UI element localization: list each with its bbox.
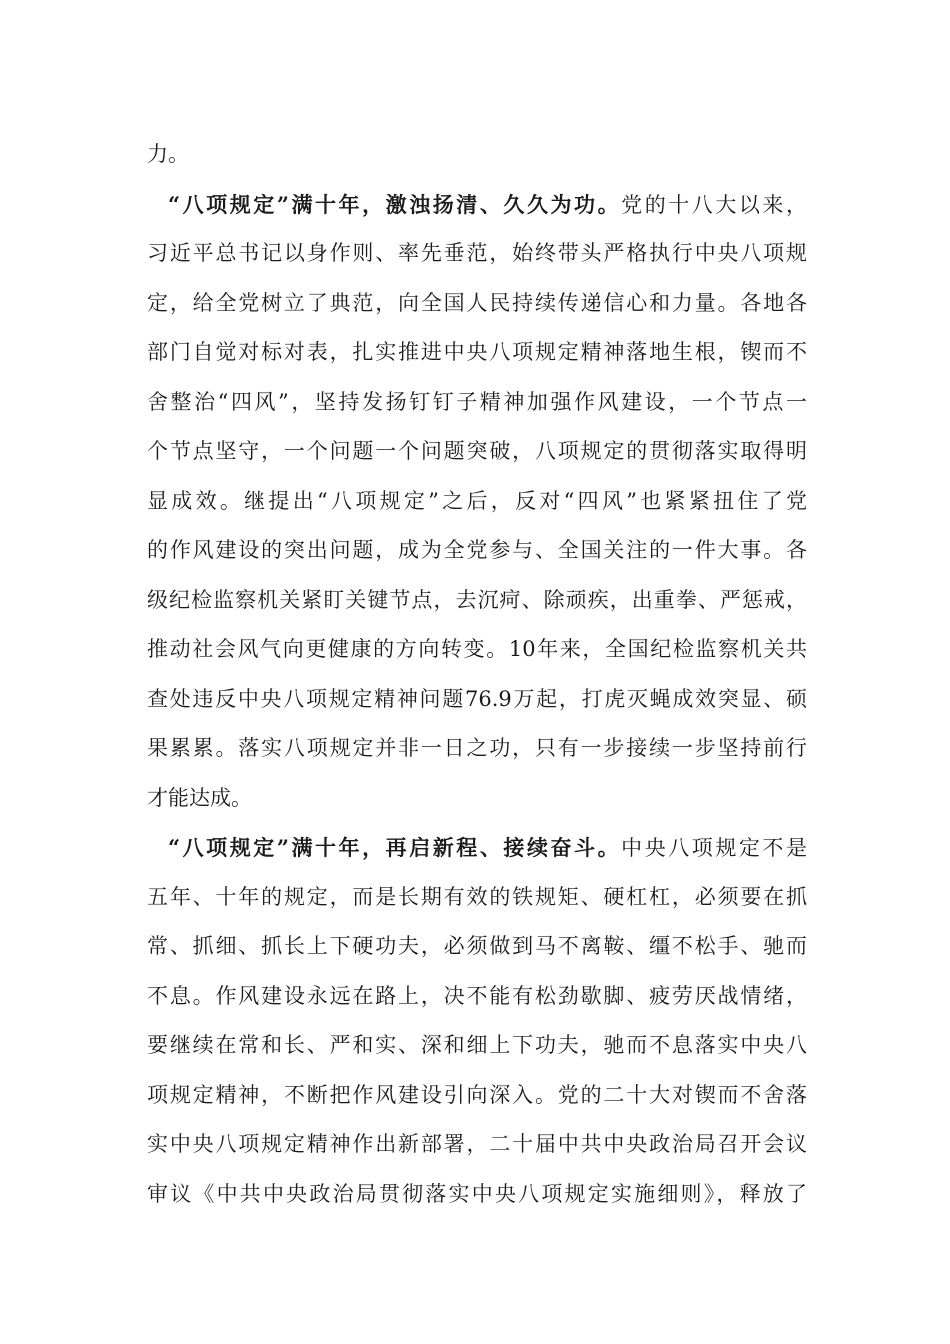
line-text: 才能达成。 [147,785,252,810]
line-text: 果累累。落实八项规定并非一日之功，只有一步接续一步坚持前行 [147,736,807,760]
line-text: 五年、十年的规定，而是长期有效的铁规矩、硬杠杠，必须要在抓 [147,884,807,909]
line-text: 实中央八项规定精神作出新部署，二十届中共中央政治局召开会议 [147,1132,807,1156]
line-text: 要继续在常和长、严和实、深和细上下功夫，驰而不息落实中央八 [147,1033,807,1057]
line-text: 常、抓细、抓长上下硬功夫，必须做到马不离鞍、缰不松手、驰而 [147,934,807,958]
text-line [147,675,807,725]
line-text: 舍整治“四风”，坚持发扬钉钉子精神加强作风建设，一个节点一 [147,389,807,414]
text-line [147,774,807,824]
paragraph-lead-bold: “八项规定”满十年，再启新程、接续奋斗。 [168,835,622,860]
text-line [147,279,807,329]
text-line [147,130,807,180]
text-line [147,724,807,774]
line-text: 力。 [147,142,189,166]
paragraph-heading-line [147,823,807,873]
text-line [147,576,807,626]
line-text: 的作风建设的突出问题，成为全党参与、全国关注的一件大事。各 [147,538,807,562]
document-body [147,130,807,1219]
line-text: 个节点坚守，一个问题一个问题突破，八项规定的贯彻落实取得明 [147,439,807,463]
line-text: 党的十八大以来， [621,192,807,217]
line-text: 审议《中共中央政治局贯彻落实中央八项规定实施细则》，释放了 [147,1181,807,1206]
text-line [147,1170,807,1220]
line-text: 推动社会风气向更健康的方向转变。10年来，全国纪检监察机关共 [147,637,807,661]
text-line [147,922,807,972]
text-line [147,328,807,378]
line-text: 中央八项规定不是 [621,836,807,860]
line-text: 项规定精神，不断把作风建设引向深入。党的二十大对锲而不舍落 [147,1082,807,1107]
line-text: 不息。作风建设永远在路上，决不能有松劲歇脚、疲劳厌战情绪， [147,983,807,1008]
text-line [147,1071,807,1121]
paragraph-heading-line [147,180,807,230]
paragraph-lead-bold: “八项规定”满十年，激浊扬清、久久为功。 [168,191,622,217]
text-line [147,526,807,576]
text-line [147,625,807,675]
line-text: 定，给全党树立了典范，向全国人民持续传递信心和力量。各地各 [147,290,807,315]
text-line [147,873,807,923]
line-text: 级纪检监察机关紧盯关键节点，去沉疴、除顽疾，出重拳、严惩戒， [147,587,807,612]
text-line [147,427,807,477]
text-line [147,1120,807,1170]
line-text: 显成效。继提出“八项规定”之后，反对“四风”也紧紧扭住了党 [147,488,807,513]
line-text: 习近平总书记以身作则、率先垂范，始终带头严格执行中央八项规 [147,241,807,265]
line-text: 查处违反中央八项规定精神问题76.9万起，打虎灭蝇成效突显、硕 [147,686,807,711]
text-line [147,972,807,1022]
text-line [147,378,807,428]
text-line [147,229,807,279]
line-text: 部门自觉对标对表，扎实推进中央八项规定精神落地生根，锲而不 [147,340,807,364]
text-line [147,1021,807,1071]
text-line [147,477,807,527]
